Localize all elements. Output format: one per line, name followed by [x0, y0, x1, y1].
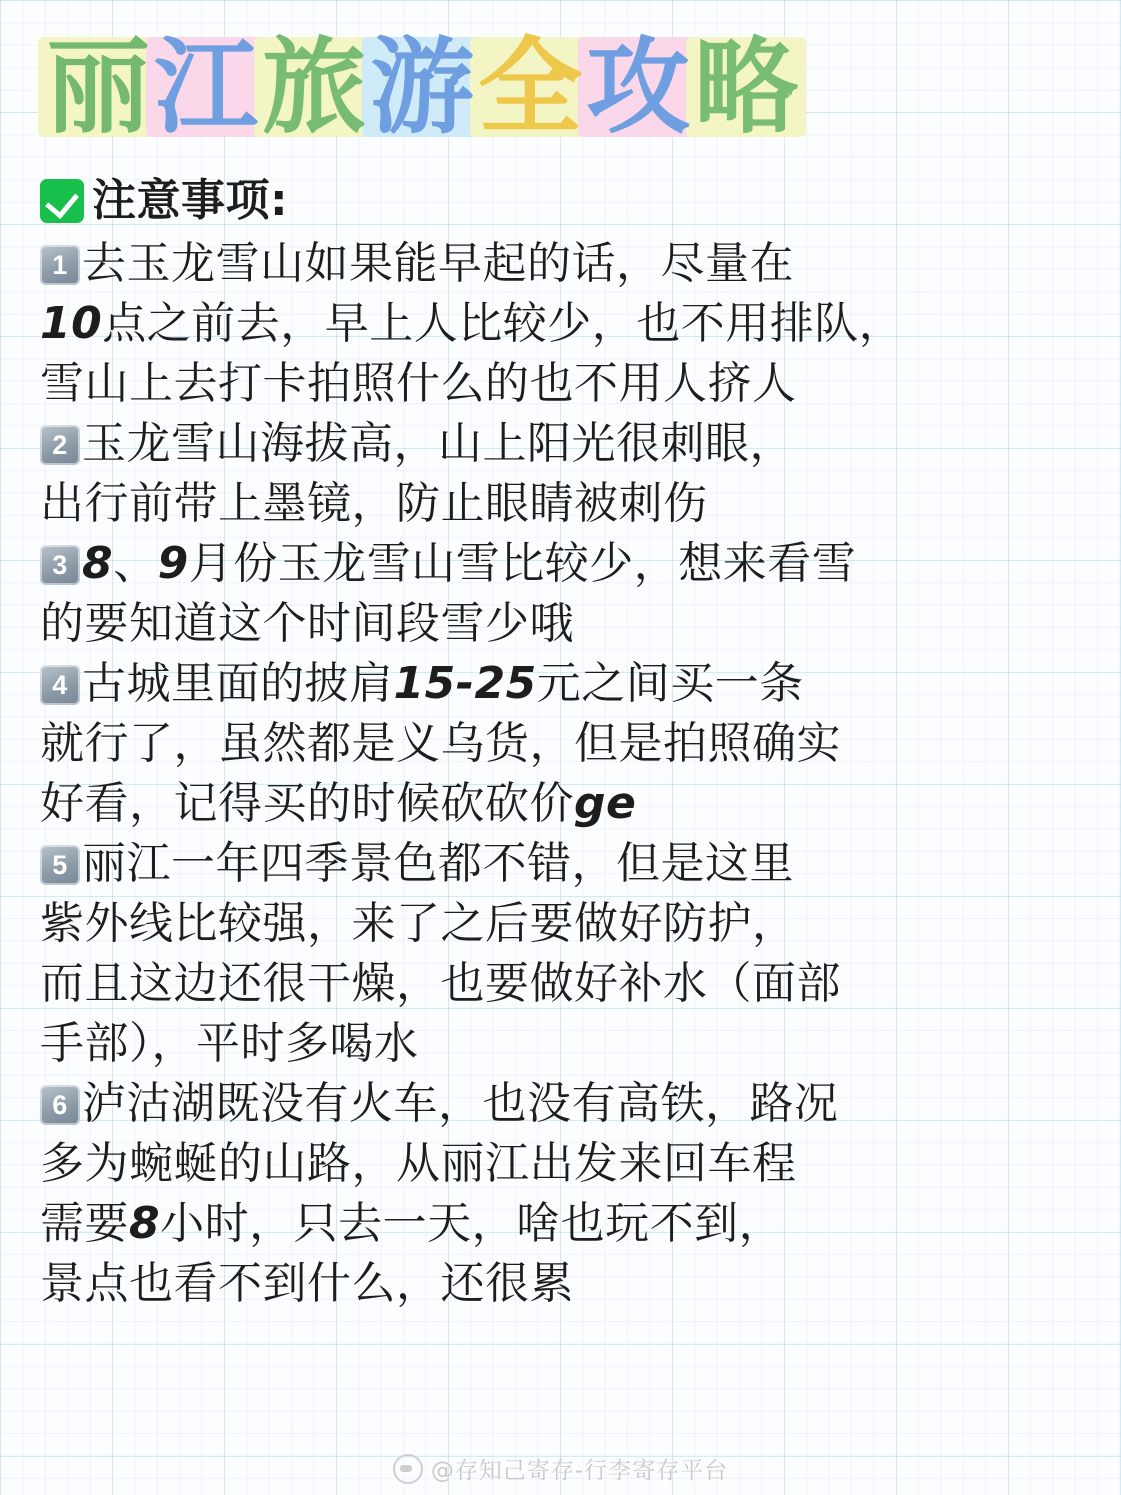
- tip-number-badge: 5: [40, 845, 80, 885]
- tip-line: [40, 774, 1095, 834]
- title-glyph: 旅: [262, 26, 367, 148]
- tip-text: 丽江一年四季景色都不错，但是这里: [82, 838, 794, 889]
- tip-text: 景点也看不到什么，还很累: [40, 1258, 574, 1309]
- tips-list: [40, 234, 1095, 1314]
- tip-line: [40, 1134, 1095, 1194]
- tip-emphasis: 15-25: [393, 658, 537, 709]
- tip-emphasis: 10: [40, 298, 103, 349]
- tip-text: 、: [113, 538, 158, 589]
- tip-text: 月份玉龙雪山雪比较少，想来看雪: [188, 538, 857, 589]
- tip-line: [40, 1074, 1095, 1134]
- tip-text: 去玉龙雪山如果能早起的话，尽量在: [82, 238, 794, 289]
- tip-emphasis: ge: [574, 778, 637, 829]
- tip-item: [40, 234, 1095, 414]
- tip-emphasis: 8: [82, 538, 114, 589]
- tip-text: 元之间买一条: [536, 658, 804, 709]
- tip-item: [40, 1074, 1095, 1314]
- tip-number-badge: 2: [40, 425, 80, 465]
- section-heading: [40, 170, 1095, 232]
- tip-emphasis: 9: [157, 538, 189, 589]
- tip-text: 古城里面的披肩: [82, 658, 394, 709]
- tip-line: [40, 234, 1095, 294]
- title-char-6: [584, 26, 692, 149]
- tip-line: [40, 594, 1095, 654]
- title-glyph: 游: [370, 26, 475, 148]
- tip-line: [40, 834, 1095, 894]
- tip-line: [40, 1014, 1095, 1074]
- title-char-1: [44, 26, 152, 149]
- tip-text: 好看，记得买的时候砍砍价: [40, 778, 574, 829]
- title-glyph: 全: [478, 26, 583, 148]
- title-glyph: 江: [154, 26, 259, 148]
- title-char-4: [368, 26, 476, 149]
- tip-text: 需要: [40, 1198, 129, 1249]
- tip-line: [40, 294, 1095, 354]
- tip-item: [40, 834, 1095, 1074]
- title-char-7: [692, 26, 800, 149]
- tip-text: 小时，只去一天，啥也玩不到，: [160, 1198, 784, 1249]
- title-char-2: [152, 26, 260, 149]
- tip-line: [40, 894, 1095, 954]
- tip-line: [40, 1194, 1095, 1254]
- tip-number-badge: 3: [40, 545, 80, 585]
- title-glyph: 丽: [46, 26, 151, 148]
- tip-line: [40, 534, 1095, 594]
- tip-text: 多为蜿蜒的山路，从丽江出发来回车程: [40, 1138, 797, 1189]
- tip-line: [40, 654, 1095, 714]
- tip-text: 泸沽湖既没有火车，也没有高铁，路况: [82, 1078, 839, 1129]
- tip-text: 玉龙雪山海拔高，山上阳光很刺眼，: [82, 418, 794, 469]
- tip-text: 而且这边还很干燥，也要做好补水（面部: [40, 958, 841, 1009]
- section-heading-label: 注意事项:: [92, 175, 289, 226]
- tip-text: 雪山上去打卡拍照什么的也不用人挤人: [40, 358, 797, 409]
- tip-item: [40, 534, 1095, 654]
- tip-line: [40, 474, 1095, 534]
- tip-line: [40, 1254, 1095, 1314]
- tip-text: 紫外线比较强，来了之后要做好防护，: [40, 898, 797, 949]
- tip-text: 的要知道这个时间段雪少哦: [40, 598, 574, 649]
- check-mark-icon: [40, 179, 84, 223]
- tip-number-badge: 6: [40, 1085, 80, 1125]
- tip-line: [40, 354, 1095, 414]
- watermark-label: @存知己寄存-行李寄存平台: [430, 1458, 729, 1484]
- tip-item: [40, 654, 1095, 834]
- title-glyph: 略: [694, 26, 799, 148]
- tip-number-badge: 4: [40, 665, 80, 705]
- tip-text: 点之前去，早上人比较少，也不用排队，: [102, 298, 904, 349]
- tip-number-badge: 1: [40, 245, 80, 285]
- watermark: [0, 1452, 1121, 1485]
- title-glyph: 攻: [586, 26, 691, 148]
- tip-line: [40, 954, 1095, 1014]
- tip-text: 出行前带上墨镜，防止眼睛被刺伤: [40, 478, 708, 529]
- tip-text: 就行了，虽然都是义乌货，但是拍照确实: [40, 718, 841, 769]
- tip-text: 手部），平时多喝水: [40, 1018, 419, 1069]
- tip-item: [40, 414, 1095, 534]
- user-avatar-icon: [393, 1454, 423, 1484]
- tip-emphasis: 8: [129, 1198, 161, 1249]
- notes-body: [0, 170, 1121, 1314]
- title-char-3: [260, 26, 368, 149]
- title-char-5: [476, 26, 584, 149]
- tip-line: [40, 714, 1095, 774]
- page-title: [0, 0, 1121, 170]
- tip-line: [40, 414, 1095, 474]
